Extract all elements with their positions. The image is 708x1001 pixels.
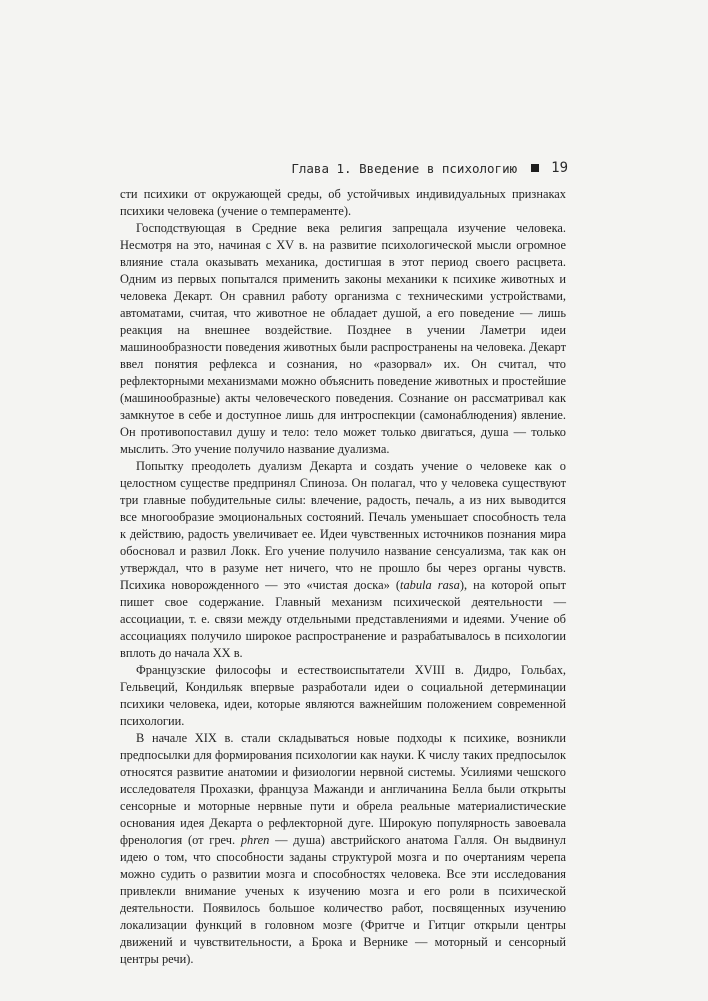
italic-term: tabula rasa (400, 578, 460, 592)
page-number: 19 (551, 160, 568, 176)
paragraph-french-philosophers (120, 662, 566, 730)
chapter-title: Глава 1. Введение в психологию (291, 160, 518, 176)
paragraph-text: Французские философы и естествоиспытатели XVIII в. Дидро, Гольбах, Гельвеций, Кондильяк впервые разработали идеи о социальной детерминации психики человека, идеи, которые являются важнейшим положением современной психологии. (120, 663, 566, 728)
paragraph-descartes (120, 220, 566, 458)
paragraph-continued (120, 186, 566, 220)
paragraph-spinoza-locke (120, 458, 566, 662)
paragraph-text: В начале XIX в. стали складываться новые подходы к психике, возникли предпосылки для формирования психологии как науки. К числу таких предпосылок относятся развитие анатомии и физиологии нервной системы. Усилиями чешского исследователя Прохазки, француза Мажанди и англичанина Белла были открыты сенсорные и моторные нервные пути и обрела реальные материалистические основания идея Декарта о рефлекторной дуге. Широкую популярность завоевала френология (от греч. (120, 731, 566, 847)
paragraph-text: сти психики от окружающей среды, об устойчивых индивидуальных признаках психики человека (учение о темпераменте). (120, 187, 566, 218)
paragraph-text: Господствующая в Средние века религия запрещала изучение человека. Несмотря на это, начиная с XV в. на развитие психологической мысли огромное влияние стала оказывать механика, достигшая в этот период своего расцвета. Одним из первых попытался применить законы механики к психике животных и человека Декарт. Он сравнил работу организма с техническими устройствами, автоматами, считая, что животное не обладает душой, а его поведение — лишь реакция на внешнее воздействие. Позднее в учении Ламетри идеи машинообразности поведения животных были распространены на человека. Декарт ввел понятия рефлекса и сознания, но «разорвал» их. Он считал, что рефлекторными механизмами можно объяснить поведение животных и простейшие (машинообразные) акты человеческого поведения. Сознание он рассматривал как замкнутое в себе и доступное лишь для интроспекции (самонаблюдения) явление. Он противопоставил душу и тело: тело может только двигаться, душа — только мыслить. Это учение получило название дуализма. (120, 221, 566, 456)
italic-term: phren (240, 833, 270, 847)
body-text (120, 186, 566, 968)
square-bullet-icon (531, 164, 539, 172)
paragraph-text: Попытку преодолеть дуализм Декарта и создать учение о человеке как о целостном существе предпринял Спиноза. Он полагал, что у человека существуют три главные побудительные силы: влечение, радость, печаль, а из них выводится все многообразие эмоциональных состояний. Печаль уменьшает способность тела к действию, радость увеличивает ее. Идеи чувственных источников познания мира обосновал и развил Локк. Его учение получило название сенсуализма, так как он утверждал, что в разуме нет ничего, что не прошло бы через органы чувств. Психика новорожденного — это «чистая доска» ( (120, 459, 566, 592)
paragraph-text: ), на которой опыт пишет свое содержание. Главный механизм психической деятельности — ассоциации, т. е. связи между отдельными представлениями и идеями. Учение об ассоциациях получило широкое распространение и разрабатывалось в психологии вплоть до начала XX в. (120, 578, 566, 660)
paragraph-nineteenth-century (120, 730, 566, 968)
running-header (120, 158, 568, 178)
paragraph-text: — душа) австрийского анатома Галля. Он выдвинул идею о том, что способности заданы структурой мозга и по очертаниям черепа можно судить о развитии мозга и способностях человека. Все эти исследования привлекли внимание ученых к изучению мозга и его роли в психической деятельности. Появилось большое количество работ, посвященных изучению локализации функций в головном мозге (Фритче и Гитциг открыли центры движений и чувствительности, а Брока и Вернике — моторный и сенсорный центры речи). (120, 833, 566, 966)
